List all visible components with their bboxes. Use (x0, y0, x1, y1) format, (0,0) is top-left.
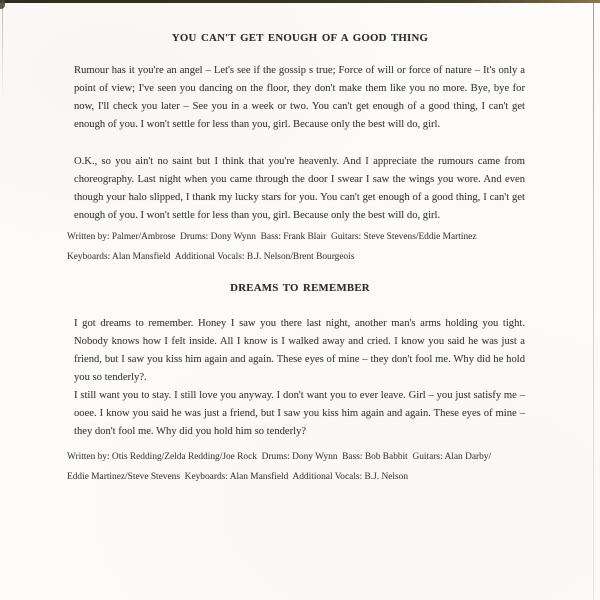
credits-line: Eddie Martinez/Steve Stevens Keyboards: Alan Mansfield Additional Vocals: B.J. Nelson (67, 472, 409, 482)
scan-right-edge-line (593, 3, 594, 600)
credits-line: Written by: Otis Redding/Zelda Redding/Joe Rock Drums: Dony Wynn Bass: Bob Babbit Guitars: Alan Darby/ (67, 452, 492, 462)
scan-top-edge-shadow (0, 0, 600, 3)
credits-line: Keyboards: Alan Mansfield Additional Vocals: B.J. Nelson/Brent Bourgeois (67, 252, 355, 262)
scan-left-edge-line (2, 0, 3, 100)
lyrics-paragraph: I still want you to stay. I still love you anyway. I don't want you to ever leave. Girl – you just satisfy me – ooee. I know you said he was just a friend, but I saw you kiss him again and again. These eyes of mine – they don't fool me. Why did you hold him so tenderly? (74, 390, 525, 437)
scan-corner-mark (0, 0, 5, 9)
lyrics-paragraph: O.K., so you ain't no saint but I think that you're heavenly. And I appreciate the rumours came from choreography. Last night when you came through the door I swear I saw the wings you wore. And even though your halo slipped, I thank my lucky stars for you. You can't get enough of a good thing, I can't get enough of you. I won't settle for less than you, girl. Because only the best will do, girl. (74, 156, 525, 221)
song-credits (67, 227, 553, 267)
lyrics-paragraph: I got dreams to remember. Honey I saw you there last night, another man's arms holding you tight. Nobody knows how I felt inside. All I know is I walked away and cried. I know you said he was just a friend, but I saw you kiss him again and again. These eyes of mine – they don't fool me. Why did he hold you so tenderly?. (74, 318, 525, 383)
lyrics-paragraph: Rumour has it you're an angel – Let's see if the gossip s true; Force of will or force of nature – It's only a point of view; I've seen you dancing on the floor, they don't make them like you no more. Bye, bye for now, I'll check you later – See you in a week or two. You can't get enough of a good thing, I can't get enough of you. I won't settle for less than you, girl. Because only the best will do, girl. (74, 65, 525, 130)
song-title-dreams-to-remember: DREAMS TO REMEMBER (230, 282, 370, 294)
song-title-you-cant-get-enough: YOU CAN'T GET ENOUGH OF A GOOD THING (171, 32, 429, 44)
credits-line: Written by: Palmer/Ambrose Drums: Dony Wynn Bass: Frank Blair Guitars: Steve Stevens/Eddie Martinez (67, 232, 477, 242)
song-credits (67, 447, 553, 487)
